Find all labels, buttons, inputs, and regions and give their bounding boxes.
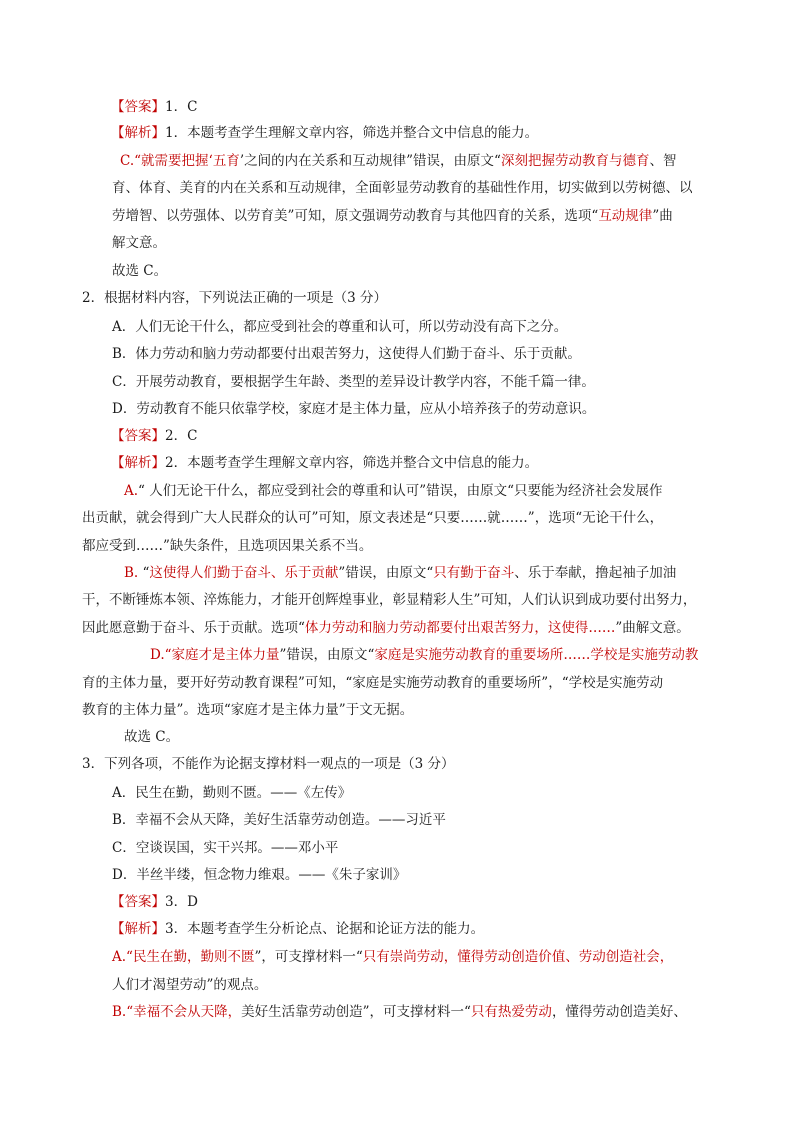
q2-option-a-analysis-3: [82, 536, 372, 556]
q1-conclusion: 故选 C。: [112, 263, 168, 279]
text-segment: 人们才渴望劳动”的观点。: [112, 977, 268, 993]
highlighted-quote: A.: [124, 483, 139, 499]
q2-answer-line: [111, 426, 197, 446]
q3-option-a: A．民生在勤，勤则不匮。——《左传》: [112, 785, 352, 801]
text-segment: “: [138, 565, 150, 581]
text-segment: 育、体育、美育的内在关系和互动规律，全面彰显劳动教育的基础性作用，切实做到以劳树德、以: [112, 180, 693, 196]
text-segment: ”错误，由原文“: [338, 565, 434, 581]
q3-answer-line: [111, 892, 198, 912]
answer-text: 3．D: [165, 894, 198, 910]
highlighted-quote: 这使得人们勤于奋斗、乐于贡献: [149, 565, 339, 581]
highlighted-quote: 家庭才是主体力量: [171, 647, 280, 663]
q3-option-d: D．半丝半缕，恒念物力维艰。——《朱子家训》: [112, 867, 407, 883]
q1-analysis-line: [111, 123, 538, 143]
highlighted-quote: A.“民生在勤，勤则不匮: [112, 949, 255, 965]
analysis-text: 2．本题考查学生理解文章内容，筛选并整合文中信息的能力。: [165, 455, 539, 471]
answer-text: 2．C: [165, 428, 198, 444]
text-segment: ”错误，由原文“: [279, 647, 375, 663]
text-segment: 干，不断锤炼本领、淬炼能力，才能开创辉煌事业，彰显精彩人生”可知，人们认识到成功要付出努力，: [82, 592, 697, 608]
highlighted-quote: 体力劳动和脑力劳动都要付出艰苦努力，这使得……: [304, 620, 616, 636]
text-segment: ”曲: [652, 208, 673, 224]
q2-option-a-analysis-2: [82, 508, 663, 528]
q2-option-c: C．开展劳动教育，要根据学生年龄、类型的差异设计教学内容，不能千篇一律。: [112, 374, 595, 390]
highlighted-quote: 五育: [212, 153, 240, 169]
answer-text: 1．C: [165, 99, 198, 115]
text-segment: ’之间的内在关系和互动规律”错误，由原文“: [239, 153, 501, 169]
q2-option-a: A．人们无论干什么，都应受到社会的尊重和认可，所以劳动没有高下之分。: [112, 319, 568, 335]
text-segment: 出贡献，就会得到广大人民群众的认可”可知，原文表述是“只要……就……”，选项“无论干什么，: [82, 510, 664, 526]
q2-question: 2．根据材料内容，下列说法正确的一项是（3 分）: [82, 290, 387, 306]
text-segment: 美好生活靠劳动创造”，可支撑材料一“: [241, 1004, 471, 1020]
q1-option-c-analysis-3: [112, 206, 673, 226]
q3-option-c: C．空谈误国，实干兴邦。——邓小平: [112, 840, 339, 856]
answer-tag: 【答案】: [111, 894, 165, 910]
q1-option-c-analysis-1: [120, 151, 676, 171]
q2-option-b-analysis-2: [82, 590, 696, 610]
q2-option-d-analysis-3: [82, 700, 413, 720]
highlighted-quote: 只有崇尚劳动，懂得劳动创造价值、劳动创造社会，: [362, 949, 674, 965]
highlighted-quote: B.“幸福不会从天降，: [112, 1004, 242, 1020]
q2-option-b-analysis-3: [82, 618, 690, 638]
q1-option-c-analysis-4: [112, 233, 166, 253]
text-segment: 劳增智、以劳强体、以劳育美”可知，原文强调劳动教育与其他四育的关系，选项“: [112, 208, 599, 224]
highlighted-quote: 家庭是实施劳动教育的重要场所……学校是实施劳动教: [374, 647, 699, 663]
text-segment: 解文意。: [112, 235, 166, 251]
q3-analysis-line: [111, 919, 484, 939]
highlighted-quote: 只有勤于奋斗: [433, 565, 515, 581]
q2-option-b: B．体力劳动和脑力劳动都要付出艰苦努力，这使得人们勤于奋斗、乐于贡献。: [112, 346, 581, 362]
highlighted-quote: 互动规律: [598, 208, 653, 224]
q2-option-b-analysis-1: [124, 563, 676, 583]
analysis-text: 1．本题考查学生理解文章内容，筛选并整合文中信息的能力。: [165, 125, 539, 141]
q1-answer-line: [111, 97, 197, 117]
q2-conclusion: 故选 C。: [124, 729, 180, 745]
q2-analysis-line: [111, 453, 538, 473]
text-segment: 教育的主体力量”。选项“家庭才是主体力量”于文无据。: [82, 702, 414, 718]
highlighted-quote: 只有热爱劳动: [470, 1004, 552, 1020]
analysis-text: 3．本题考查学生分析论点、论据和论证方法的能力。: [165, 921, 485, 937]
text-segment: ”，可支撑材料一“: [254, 949, 363, 965]
text-segment: ”曲解文意。: [615, 620, 690, 636]
answer-tag: 【答案】: [111, 99, 165, 115]
q3-question: 3．下列各项，不能作为论据支撑材料一观点的一项是（3 分）: [82, 756, 455, 772]
text-segment: 都应受到……”缺失条件，且选项因果关系不当。: [82, 538, 373, 554]
q3-option-b-analysis-1: [112, 1002, 687, 1022]
q3-option-a-analysis-2: [112, 975, 267, 995]
highlighted-quote: 深刻把握劳动教育与德育: [500, 153, 650, 169]
text-segment: 因此愿意勤于奋斗、乐于贡献。选项“: [82, 620, 305, 636]
analysis-tag: 【解析】: [111, 455, 165, 471]
text-segment: “ 人们无论干什么，都应受到社会的尊重和认可”错误，由原文“只要能为经济社会发展作: [138, 483, 663, 499]
answer-tag: 【答案】: [111, 428, 165, 444]
q3-option-a-analysis-1: [112, 947, 673, 967]
analysis-tag: 【解析】: [111, 921, 165, 937]
text-segment: 育的主体力量，要开好劳动教育课程”可知，“家庭是实施劳动教育的重要场所”，“学校是实施劳动: [82, 675, 664, 691]
text-segment: ，懂得劳动创造美好、: [551, 1004, 687, 1020]
q2-option-a-analysis-1: [124, 481, 663, 501]
q1-option-c-analysis-2: [112, 178, 693, 198]
highlighted-quote: C.“就需要把握‘: [120, 153, 213, 169]
q3-option-b: B．幸福不会从天降，美好生活靠劳动创造。——习近平: [112, 812, 446, 828]
text-segment: 、乐于奉献，撸起袖子加油: [514, 565, 677, 581]
highlighted-quote: D.“: [150, 647, 172, 663]
text-segment: 、智: [649, 153, 677, 169]
q2-option-d-analysis-1: [150, 645, 698, 665]
q2-option-d-analysis-2: [82, 673, 663, 693]
highlighted-quote: B.: [124, 565, 139, 581]
q2-option-d: D．劳动教育不能只依靠学校，家庭才是主体力量，应从小培养孩子的劳动意识。: [112, 401, 596, 417]
analysis-tag: 【解析】: [111, 125, 165, 141]
